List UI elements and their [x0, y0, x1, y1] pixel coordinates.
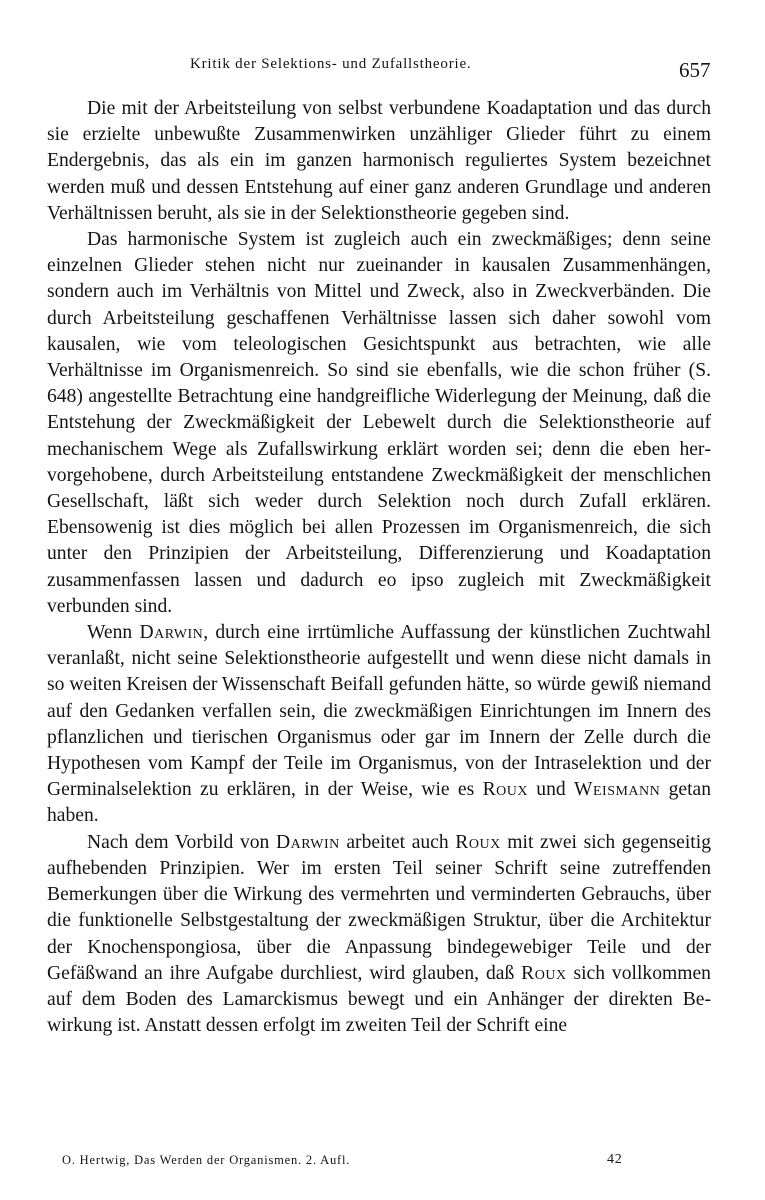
paragraph-text: , durch eine irrtümliche Auffassung der künstlichen Zuchtwahl veranlaßt, nicht seine Selektionstheorie aufgestellt und wenn diese nicht damals in so weiten Kreisen der Wissenschaft Beifall gefunden hätte, so würde gewiß niemand auf den Gedanken verfallen sein, die zweckmäßigen Einrichtungen im Innern des pflanzlichen und tierischen Organismus oder gar im Innern der Zelle durch die Hypothesen vom Kampf der Teile im Organismus, von der Intraselektion und der Germinalselektion zu erklären, in der Weise, wie es [47, 622, 711, 801]
paragraph-text: Wenn [87, 622, 140, 644]
paragraph [47, 227, 711, 620]
author-name-roux: Roux [482, 779, 528, 801]
author-name-roux: Roux [455, 831, 501, 853]
paragraph-text: sich vollkommen auf dem Boden des Lamarckismus bewegt und ein Anhänger der direkten Bewirkung ist. Anstatt dessen erfolgt im zweiten Teil der Schrift eine [47, 962, 711, 1037]
page-footer [62, 1153, 622, 1168]
running-title: Kritik der Selektions- und Zufallstheorie. [190, 56, 472, 72]
footer-citation: O. Hertwig, Das Werden der Organismen. 2. Aufl. [62, 1153, 351, 1167]
signature-mark: 42 [607, 1152, 623, 1167]
paragraph [47, 830, 711, 1040]
body-text [47, 96, 711, 1039]
author-name-weismann: Weismann [573, 779, 661, 801]
author-name-darwin: Darwin [275, 831, 340, 853]
page-number: 657 [679, 58, 711, 82]
author-name-darwin: Darwin [139, 622, 204, 644]
author-name-roux: Roux [521, 962, 567, 984]
paragraph [47, 620, 711, 830]
paragraph-text: getan haben. [47, 779, 712, 827]
paragraph-text: Die mit der Arbeitsteilung von selbst verbundene Koadaptation und das durch sie erzielte unbewußte Zusammenwirken unzähliger Glieder führt zu einem Endergebnis, das als ein im ganzen harmonisch reguliertes System bezeichnet werden muß und dessen Entstehung auf einer ganz anderen Grundlage und anderen Verhältnissen beruht, als sie in der Selektionstheorie gegeben sind. [47, 98, 711, 224]
paragraph-text: Nach dem Vorbild von [87, 831, 276, 853]
paragraph-text: mit zwei sich gegenseitig aufhebenden Prinzipien. Wer im ersten Teil seiner Schrift seine zutreffenden Bemerkungen über die Wirkung des vermehrten und verminderten Gebrauchs, über die funktionelle Selbstgestaltung der zweckmäßigen Struktur, über die Architektur der Knochenspongiosa, über die Anpassung bindegewebiger Teile und der Gefäßwand an ihre Aufgabe durchliest, wird glauben, daß [47, 831, 711, 984]
paragraph-text: und [527, 779, 574, 801]
paragraph-text: arbeitet auch [339, 831, 456, 853]
paragraph-text: Das harmonische System ist zugleich auch ein zweckmäßiges; denn seine einzelnen Glieder stehen nicht nur zueinander in kausalen Zusammenhängen, sondern auch im Verhältnis von Mittel und Zweck, also in Zweckverbänden. Die durch Arbeitsteilung geschaffenen Verhältnisse lassen sich daher sowohl vom kausalen, wie vom teleologischen Gesichtspunkt aus betrachten, wie alle Verhältnisse im Organismenreich. So sind sie ebenfalls, wie die schon früher (S. 648) angestellte Betrachtung eine handgreifliche Widerlegung der Meinung, daß die Entstehung der Zweckmäßigkeit der Lebewelt durch die Selektionstheorie auf mechanischem Wege als Zufallswirkung erklärt worden sei; denn die eben hervorgehobene, durch Arbeitsteilung entstandene Zweckmäßigkeit der menschlichen Gesellschaft, läßt sich weder durch Selektion noch durch Zufall erklären. Ebensowenig ist dies möglich bei allen Prozessen im Organismenreich, die sich unter den Prinzipien der Arbeitsteilung, Differenzierung und Koadaptation zusammenfassen lassen und dadurch eo ipso zugleich mit Zweckmäßigkeit verbunden sind. [47, 229, 711, 617]
paragraph [47, 96, 711, 227]
